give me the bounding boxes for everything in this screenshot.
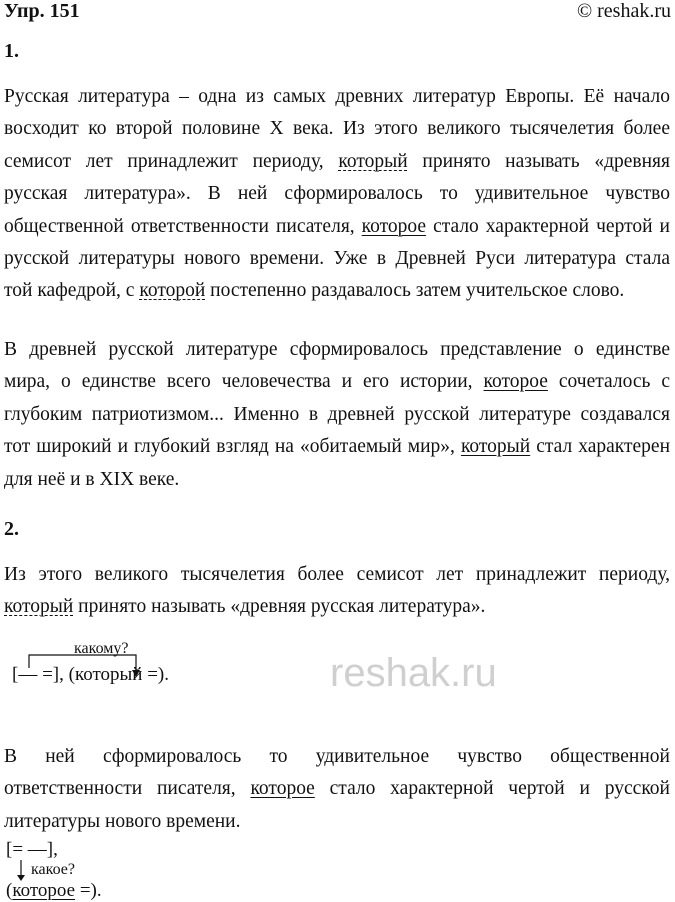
text-segment: глубоким патриотизмом... Именно в древней русской литературе создавался [4, 403, 670, 425]
text-segment: сочеталось с [547, 371, 670, 393]
scheme-main: [— =], ( [12, 664, 75, 685]
scheme-open: ( [6, 880, 13, 901]
text-line [4, 431, 670, 463]
text-line [4, 243, 670, 275]
text-segment: Русская литература – одна из самых древних литератур Европы. Её начало [4, 86, 670, 107]
sentence [4, 559, 670, 624]
text-segment: русской литературы нового времени. Уже в Древней Руси литература стала [4, 247, 670, 269]
text-line [4, 113, 670, 145]
scheme-word: который [74, 664, 143, 685]
text-segment: Из этого великого тысячелетия более семисот лет принадлежит периоду, [4, 564, 670, 585]
section-1-number: 1. [4, 40, 19, 62]
underlined-word: который [4, 596, 74, 618]
text-segment: постепенно раздавалось затем учительское слово. [205, 280, 625, 302]
text-line [4, 559, 670, 591]
text-line [4, 146, 670, 178]
underlined-word: которое [250, 778, 315, 800]
scheme-rest: =). [75, 880, 102, 901]
text-segment: русская литература». В ней сформировалось то удивительное чувство [4, 183, 670, 205]
scheme-main: [= —], [6, 839, 58, 860]
text-line [4, 81, 670, 113]
text-segment: восходит ко второй половине X века. Из этого великого тысячелетия более [4, 118, 670, 140]
section-2-number: 2. [4, 518, 19, 540]
text-segment: стало характерной чертой и русской [314, 778, 670, 800]
scheme-text [6, 880, 102, 902]
text-segment: тот широкий и глубокий взгляд на «обитаемый мир», [4, 436, 461, 458]
text-segment: принято называть «древняя русская литература». [73, 596, 486, 618]
text-line [4, 211, 670, 243]
scheme-rest: =). [142, 664, 170, 685]
underlined-word: которой [139, 280, 206, 302]
underlined-word: которое [361, 215, 427, 237]
text-segment: В ней сформировалось то удивительное чувство общественной [4, 746, 670, 767]
text-segment: семисот лет принадлежит периоду, [4, 150, 339, 172]
text-line [4, 773, 670, 805]
text-segment: той кафедрой, с [4, 280, 140, 302]
text-segment: мира, о единстве всего человечества и его истории, [4, 371, 484, 393]
copyright: © reshak.ru [576, 0, 671, 22]
text-line [4, 399, 670, 431]
text-segment: В древней русской литературе сформировалось представление о единстве [4, 339, 670, 360]
text-line [4, 741, 670, 773]
underlined-word: которое [483, 371, 548, 393]
paragraph [4, 81, 670, 308]
question-label: какому? [74, 640, 129, 657]
text-segment: литературы нового времени. [4, 810, 241, 832]
scheme-text [12, 664, 169, 686]
question-label: какое? [31, 861, 75, 878]
scheme-word: которое [12, 880, 76, 901]
text-segment: ответственности писателя, [4, 778, 251, 800]
paragraph [4, 334, 670, 496]
underlined-word: который [338, 150, 408, 172]
text-segment: принято называть «древняя [407, 150, 670, 172]
text-line [4, 806, 670, 838]
watermark: reshak.ru [330, 651, 497, 695]
underlined-word: который [460, 436, 531, 458]
exercise-title: Упр. 151 [4, 0, 80, 22]
text-line [4, 366, 670, 398]
text-segment: для неё и в XIX веке. [4, 468, 180, 490]
text-line [4, 178, 670, 210]
text-line [4, 275, 670, 307]
text-line [4, 334, 670, 366]
text-segment: стал характерен [530, 436, 670, 458]
text-segment: стало характерной чертой и [426, 215, 670, 237]
text-line [4, 591, 670, 623]
text-segment: общественной ответственности писателя, [4, 215, 362, 237]
sentence [4, 741, 670, 838]
text-line [4, 464, 670, 496]
